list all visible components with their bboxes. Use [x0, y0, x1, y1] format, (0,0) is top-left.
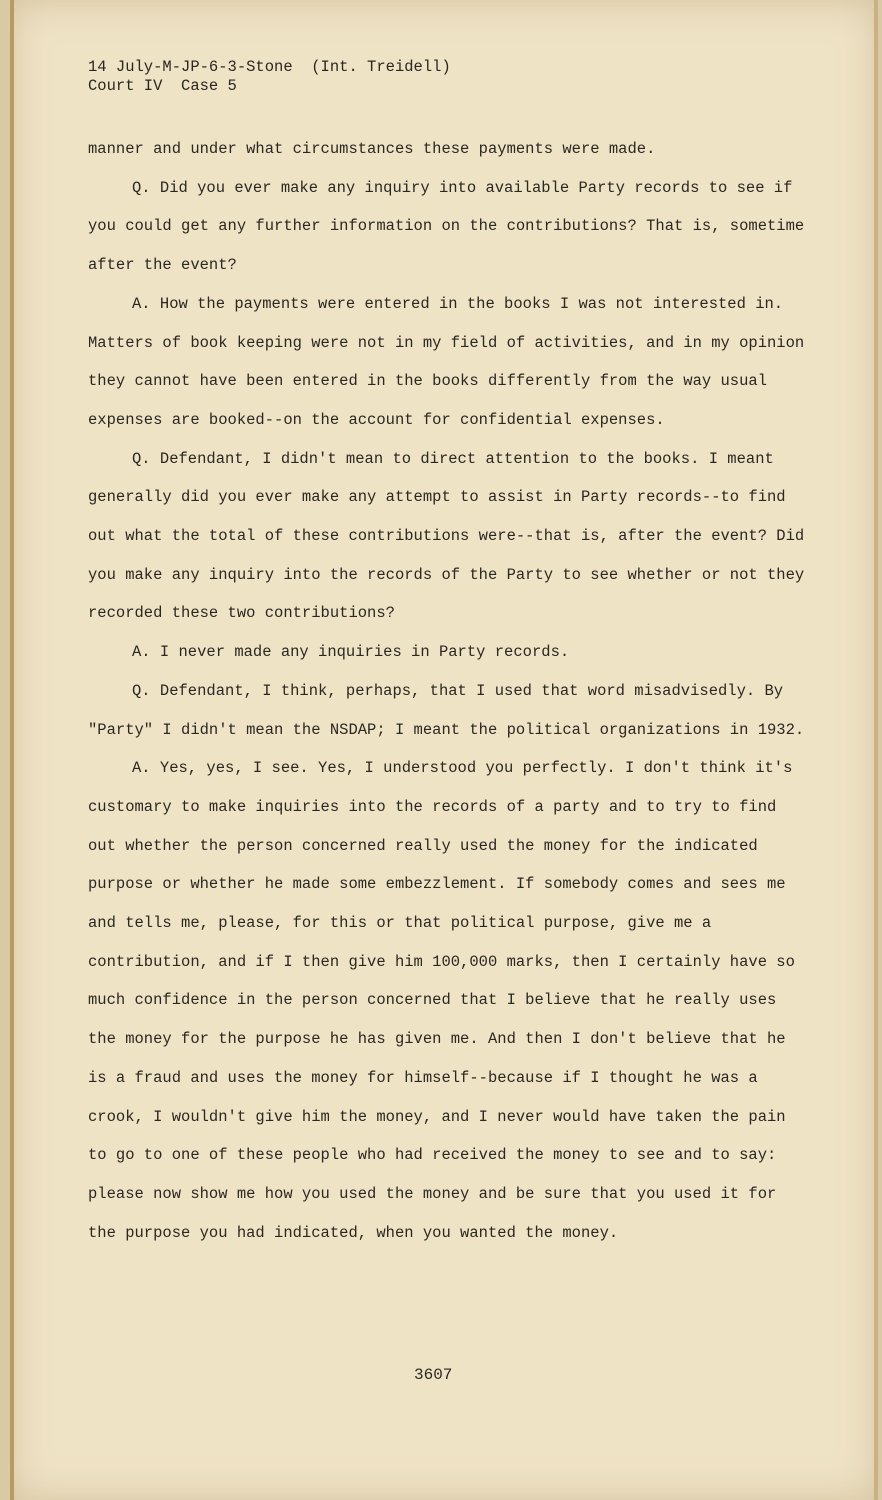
- question-paragraph: Q. Defendant, I think, perhaps, that I used that word misadvisedly. By "Party" I didn't mean the NSDAP; I meant the political organizations in 1932.: [88, 681, 805, 739]
- header-line-2: Court IV Case 5: [88, 77, 237, 95]
- answer-paragraph: A. Yes, yes, I see. Yes, I understood you perfectly. I don't think it's customary to make inquiries into the records of a party and to try to find out whether the person concerned really used the money for the indicated purpose or whether he made some embezzlement. If somebody comes and sees me and tells me, please, for this or that political purpose, give me a contribution, and if I then give him 100,000 marks, then I certainly have so much confidence in the person concerned that I believe that he really uses the money for the purpose he has given me. And then I don't believe that he is a fraud and uses the money for himself--because if I thought he was a crook, I wouldn't give him the money, and I never would have taken the pain to go to one of these people who had received the money to see and to say: please now show me how you used the money and be sure that you used it for the purpose you had indicated, when you wanted the money.: [88, 759, 805, 1242]
- answer-paragraph: A. How the payments were entered in the books I was not interested in. Matters of book keeping were not in my field of activities, and in my opinion they cannot have been entered in the books differently from the way usual expenses are booked--on the account for confidential expenses.: [88, 294, 814, 429]
- document-page: [10, 0, 878, 1500]
- transcript-body: [88, 130, 814, 1252]
- page-number: 3607: [414, 1366, 453, 1384]
- paragraph: manner and under what circumstances these payments were made.: [88, 140, 656, 158]
- document-header: [88, 58, 451, 96]
- header-line-1: 14 July-M-JP-6-3-Stone (Int. Treidell): [88, 58, 451, 76]
- question-paragraph: Q. Defendant, I didn't mean to direct attention to the books. I meant generally did you ever make any attempt to assist in Party records--to find out what the total of these contributions were--that is, after the event? Did you make any inquiry into the records of the Party to see whether or not they recorded these two contributions?: [88, 449, 814, 623]
- question-paragraph: Q. Did you ever make any inquiry into available Party records to see if you could get any further information on the contributions? That is, sometime after the event?: [88, 178, 814, 275]
- page-edge-right: [874, 0, 878, 1500]
- answer-paragraph: A. I never made any inquiries in Party records.: [132, 643, 570, 662]
- page-edge-left: [10, 0, 14, 1500]
